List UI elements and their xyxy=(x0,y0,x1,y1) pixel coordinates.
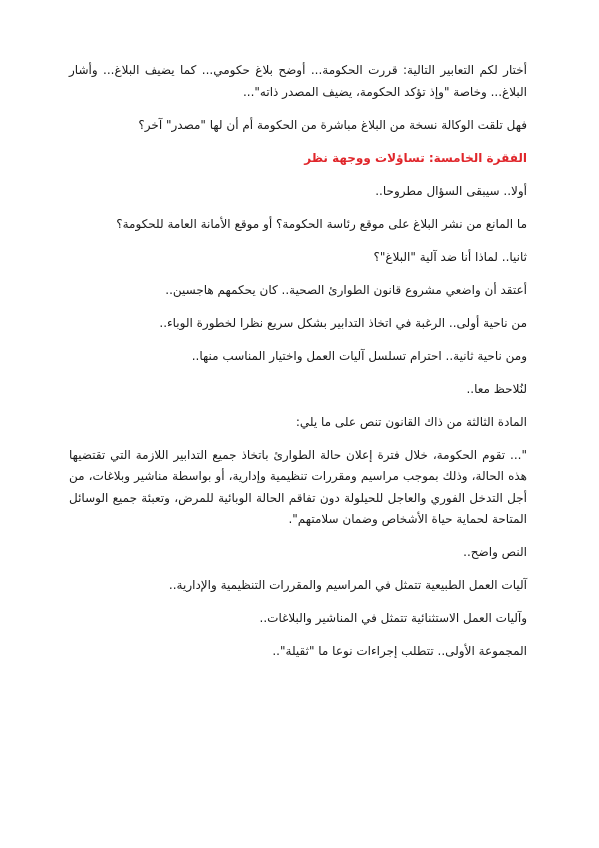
paragraph-first-aspect: من ناحية أولى.. الرغبة في اتخاذ التدابير بشكل سريع نظرا لخطورة الوباء.. xyxy=(159,315,527,330)
section-heading: الفقرة الخامسة: تساؤلات ووجهة نظر xyxy=(304,150,527,165)
paragraph-first-group: المجموعة الأولى.. تتطلب إجراءات نوعا ما "ثقيلة".. xyxy=(272,644,527,658)
paragraph-lets-observe: لنُلاحظ معا.. xyxy=(466,381,527,396)
paragraph-agency-question: فهل تلقت الوكالة نسخة من البلاغ مباشرة من الحكومة أم أن لها "مصدر" آخر؟ xyxy=(138,117,527,132)
paragraph-normal-mechanisms: آليات العمل الطبيعية تتمثل في المراسيم والمقررات التنظيمية والإدارية.. xyxy=(168,578,527,592)
paragraph-publication-question: ما المانع من نشر البلاغ على موقع رئاسة الحكومة؟ أو موقع الأمانة العامة للحكومة؟ xyxy=(116,216,527,231)
paragraph-government-phrases: أختار لكم التعابير التالية: قررت الحكومة... أوضح بلاغ حكومي... كما يضيف البلاغ... وأشار البلاغ... وخاصة "وإذ تؤكد الحكومة، يضيف المصدر ذاته"... xyxy=(69,63,527,99)
article-body xyxy=(69,60,527,674)
paragraph-second-aspect: ومن ناحية ثانية.. احترام تسلسل آليات العمل واختيار المناسب منها.. xyxy=(191,348,527,363)
paragraph-text-clear: النص واضح.. xyxy=(463,545,527,559)
paragraph-exceptional-mechanisms: وآليات العمل الاستثنائية تتمثل في المناشير والبلاغات.. xyxy=(259,611,527,625)
paragraph-article-three-intro: المادة الثالثة من ذاك القانون تنص على ما يلي: xyxy=(295,414,527,429)
paragraph-second-point: ثانيا.. لماذا أنا ضد آلية "البلاغ"؟ xyxy=(373,249,527,264)
paragraph-drafters-concerns: أعتقد أن واضعي مشروع قانون الطوارئ الصحية.. كان يحكمهم هاجسين.. xyxy=(165,282,527,297)
paragraph-article-three-quote: "... تقوم الحكومة، خلال فترة إعلان حالة الطوارئ باتخاذ جميع التدابير اللازمة التي تقتضيها هذه الحالة، وذلك بموجب مراسيم ومقررات تنظيمية وإدارية، أو بواسطة مناشير وبلاغات، من أجل التدخل الفوري والعاجل للحيلولة دون تفاقم الحالة الوبائية للمرض، وتعبئة جميع الوسائل المتاحة لحماية حياة الأشخاص وضمان سلامتهم". xyxy=(69,447,527,526)
paragraph-first-point: أولا.. سيبقى السؤال مطروحا.. xyxy=(375,183,527,198)
